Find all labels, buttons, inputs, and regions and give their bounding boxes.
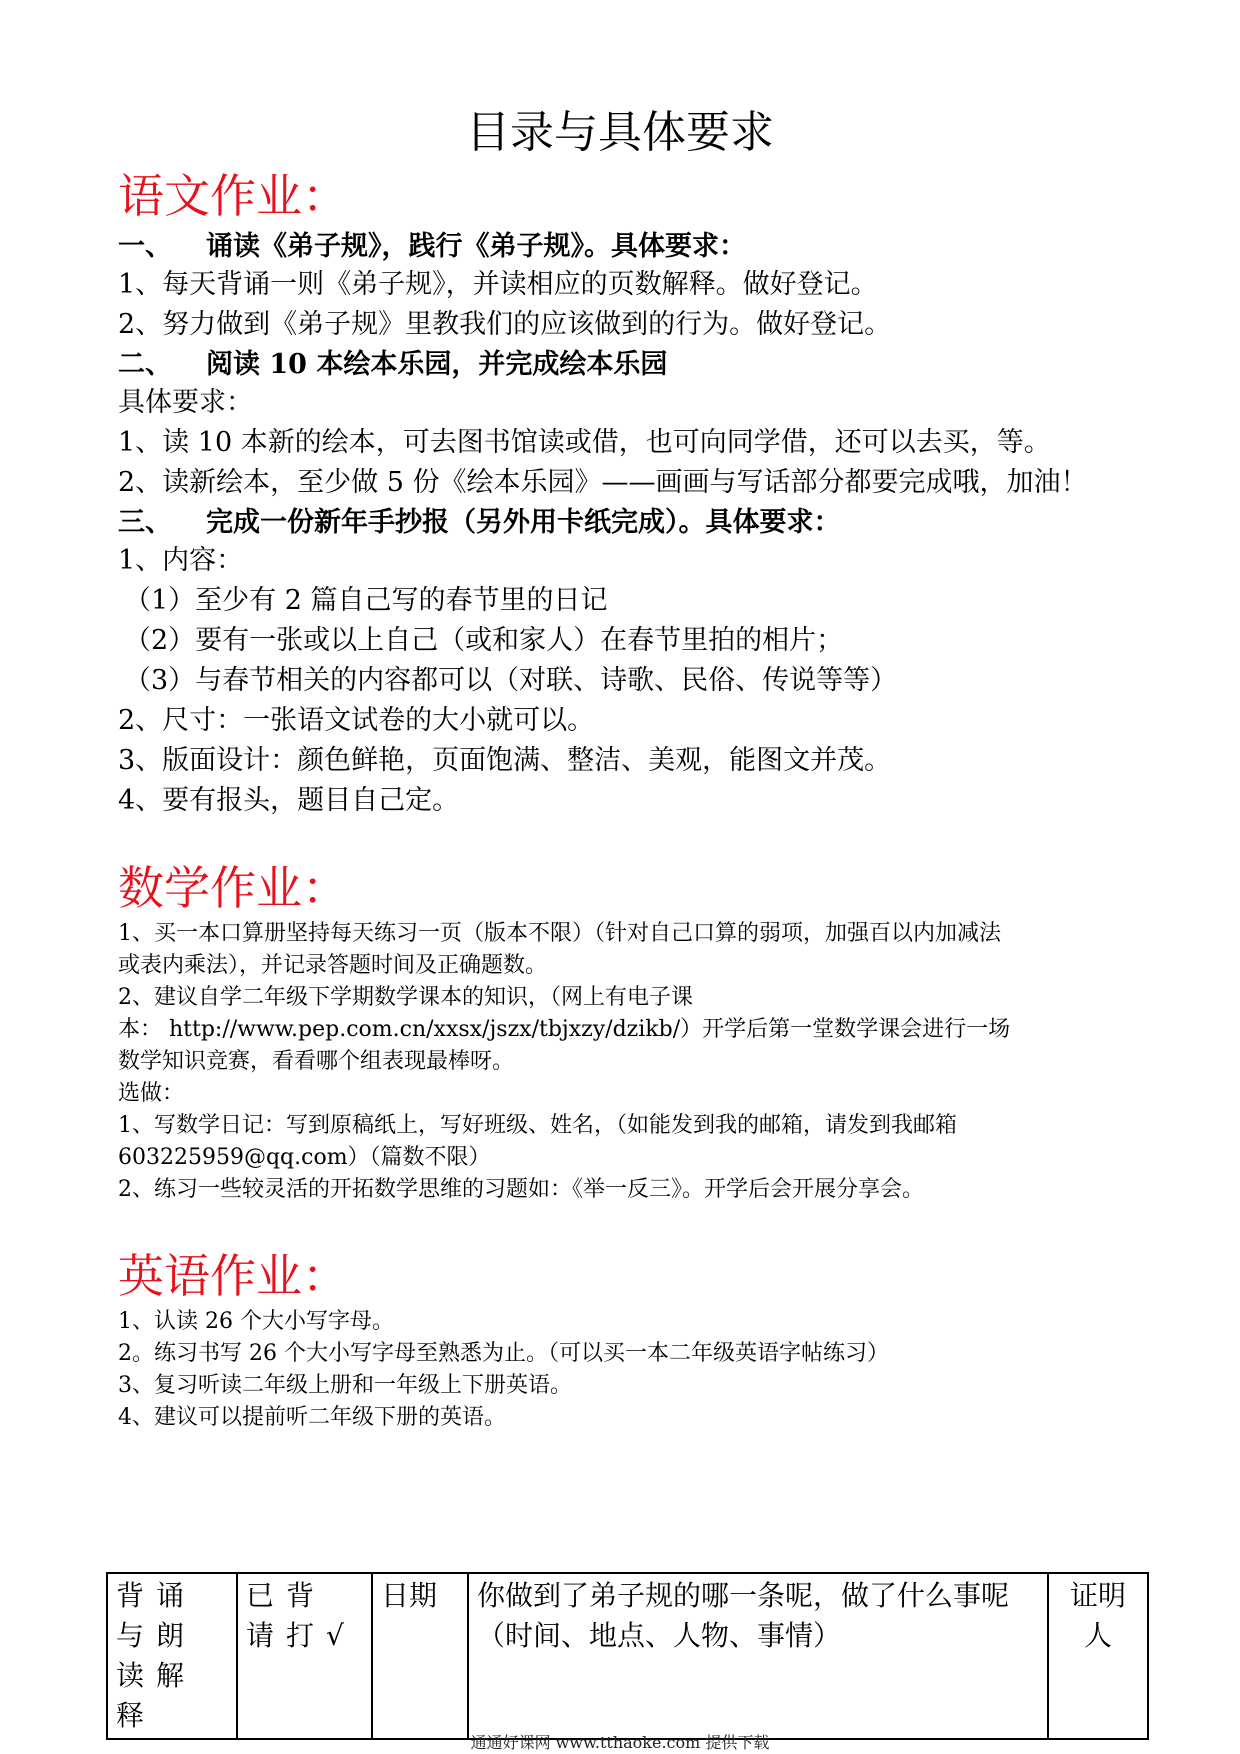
math-email-line: 603225959@qq.com）（篇数不限） (118, 1145, 491, 1170)
english-line: 3、复习听读二年级上册和一年级上下册英语。 (118, 1373, 572, 1398)
recitation-log-table (106, 1572, 1149, 1740)
math-line: 或表内乘法），并记录答题时间及正确题数。 (118, 953, 548, 978)
part-title: 完成一份新年手抄报（另外用卡纸完成）。具体要求： (206, 507, 841, 538)
list-item: （1）至少有 2 篇自己写的春节里的日记 (124, 585, 608, 616)
header-witness: 证明人 (1048, 1573, 1148, 1739)
list-item: 4、要有报头，题目自己定。 (118, 785, 460, 816)
math-line: 1、买一本口算册坚持每天练习一页（版本不限）（针对自己口算的弱项，加强百以内加减法 (118, 921, 1002, 946)
chinese-heading: 语文作业： (118, 169, 348, 223)
chinese-part3-title (118, 500, 841, 539)
list-item: （3）与春节相关的内容都可以（对联、诗歌、民俗、传说等等） (124, 665, 898, 696)
math-heading: 数学作业： (118, 861, 348, 915)
part-title: 诵读《弟子规》，践行《弟子规》。具体要求： (206, 231, 746, 262)
chinese-part2-title (118, 342, 667, 381)
list-item: 2、读新绘本，至少做 5 份《绘本乐园》——画画与写话部分都要完成哦，加油！ (118, 467, 1088, 498)
part-title: 阅读 10 本绘本乐园，并完成绘本乐园 (206, 349, 668, 380)
list-item: 2、努力做到《弟子规》里教我们的应该做到的行为。做好登记。 (118, 309, 892, 340)
content-label: 1、内容： (118, 545, 244, 576)
header-recite-explain: 背诵与朗读解释 (107, 1573, 237, 1739)
list-item: （2）要有一张或以上自己（或和家人）在春节里拍的相片； (124, 625, 844, 656)
part-number: 二、 (118, 349, 172, 380)
header-deed-description: 你做到了弟子规的哪一条呢，做了什么事呢（时间、地点、人物、事情） (468, 1573, 1048, 1739)
english-line: 2。练习书写 26 个大小写字母至熟悉为止。（可以买一本二年级英语字帖练习） (118, 1341, 889, 1366)
english-line: 4、建议可以提前听二年级下册的英语。 (118, 1405, 506, 1430)
list-item: 2、尺寸：一张语文试卷的大小就可以。 (118, 705, 595, 736)
page-title: 目录与具体要求 (466, 107, 774, 158)
part-number: 三、 (118, 507, 172, 538)
math-line: 2、建议自学二年级下学期数学课本的知识，（网上有电子课 (118, 985, 693, 1010)
header-date: 日期 (372, 1573, 468, 1739)
english-line: 1、认读 26 个大小写字母。 (118, 1309, 394, 1334)
requirements-label: 具体要求： (118, 387, 253, 418)
math-line: 1、写数学日记：写到原稿纸上，写好班级、姓名，（如能发到我的邮箱，请发到我邮箱 (118, 1113, 957, 1138)
part-number: 一、 (118, 231, 172, 262)
math-line-link: 本： http://www.pep.com.cn/xxsx/jszx/tbjxzy/dzikb/）开学后第一堂数学课会进行一场 (118, 1017, 1011, 1042)
math-line: 2、练习一些较灵活的开拓数学思维的习题如：《举一反三》。开学后会开展分享会。 (118, 1177, 924, 1202)
english-heading: 英语作业： (118, 1249, 348, 1303)
chinese-part1-title (118, 224, 746, 263)
optional-label: 选做： (118, 1081, 185, 1106)
list-item: 3、版面设计：颜色鲜艳，页面饱满、整洁、美观，能图文并茂。 (118, 745, 892, 776)
list-item: 1、读 10 本新的绘本，可去图书馆读或借，也可向同学借，还可以去买，等。 (118, 427, 1051, 458)
table-row (107, 1573, 1148, 1739)
footer-credit: 通通好课网 www.tthaoke.com 提供下载 (470, 1733, 770, 1752)
header-recited-check: 已背请打√ (237, 1573, 372, 1739)
math-line: 数学知识竞赛，看看哪个组表现最棒呀。 (118, 1049, 515, 1074)
list-item: 1、每天背诵一则《弟子规》，并读相应的页数解释。做好登记。 (118, 269, 878, 300)
